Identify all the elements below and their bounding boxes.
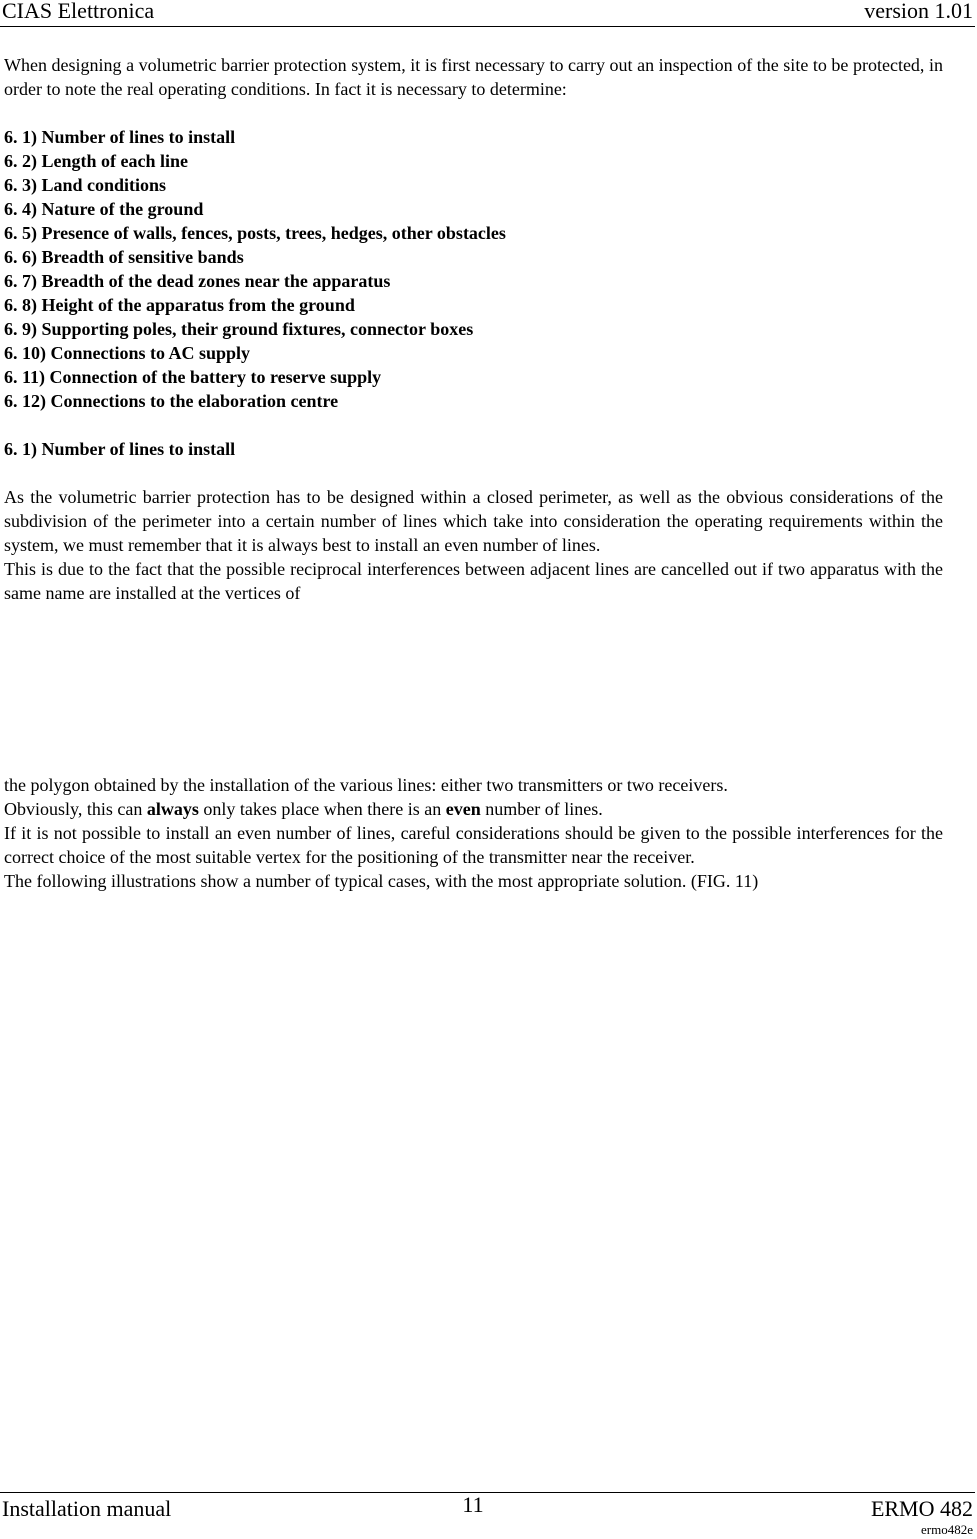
- toc-item: 6. 2) Length of each line: [4, 151, 188, 171]
- footer-document-type: Installation manual: [2, 1496, 172, 1521]
- emphasis-even: even: [445, 799, 481, 819]
- toc-item: 6. 6) Breadth of sensitive bands: [4, 247, 244, 267]
- toc-item: 6. 1) Number of lines to install: [4, 127, 236, 147]
- toc-item: 6. 8) Height of the apparatus from the ground: [4, 295, 355, 315]
- toc-item: 6. 10) Connections to AC supply: [4, 343, 251, 363]
- text-run: Obviously, this can: [4, 799, 147, 819]
- toc-item: 6. 7) Breadth of the dead zones near the apparatus: [4, 271, 391, 291]
- emphasis-always: always: [146, 799, 199, 819]
- toc-item: 6. 11) Connection of the battery to reserve supply: [4, 367, 382, 387]
- page-header: [0, 0, 975, 27]
- footer-document-code: ermo482e: [921, 1522, 973, 1537]
- body-paragraph-2: This is due to the fact that the possible reciprocal interferences between adjacent lines are cancelled out if two apparatus with the same name are installed at the vertices of: [4, 559, 943, 603]
- body-paragraph-5: If it is not possible to install an even number of lines, careful considerations should be given to the possible interferences for the correct choice of the most suitable vertex for the positioning of the transmitter near the receiver.: [4, 823, 943, 867]
- page-footer: [0, 1492, 975, 1539]
- header-company: CIAS Elettronica: [2, 0, 155, 23]
- text-run: number of lines.: [480, 799, 603, 819]
- toc-item: 6. 9) Supporting poles, their ground fixtures, connector boxes: [4, 319, 474, 339]
- page-content: [4, 53, 943, 893]
- toc-item: 6. 4) Nature of the ground: [4, 199, 204, 219]
- section-title: 6. 1) Number of lines to install: [4, 439, 236, 459]
- toc-item: 6. 3) Land conditions: [4, 175, 167, 195]
- text-run: only takes place when there is an: [198, 799, 446, 819]
- toc-item: 6. 12) Connections to the elaboration centre: [4, 391, 339, 411]
- toc-list: [4, 125, 943, 413]
- body-paragraph-3: the polygon obtained by the installation of the various lines: either two transmitters or two receivers.: [4, 775, 728, 795]
- footer-product: ERMO 482: [870, 1496, 973, 1521]
- page-number: 11: [462, 1492, 484, 1517]
- toc-item: 6. 5) Presence of walls, fences, posts, trees, hedges, other obstacles: [4, 223, 506, 243]
- body-paragraph-4: [4, 797, 943, 821]
- figure-blank-area: [4, 605, 943, 773]
- body-paragraph-6: The following illustrations show a number of typical cases, with the most appropriate solution. (FIG. 11): [4, 871, 759, 891]
- header-version: version 1.01: [864, 0, 973, 23]
- body-paragraph-1: As the volumetric barrier protection has to be designed within a closed perimeter, as well as the obvious considerations of the subdivision of the perimeter into a certain number of lines which take into consideration the operating requirements within the system, we must remember that it is always best to install an even number of lines.: [4, 487, 943, 555]
- intro-paragraph: When designing a volumetric barrier protection system, it is first necessary to carry out an inspection of the site to be protected, in order to note the real operating conditions. In fact it is necessary to determine:: [4, 55, 943, 99]
